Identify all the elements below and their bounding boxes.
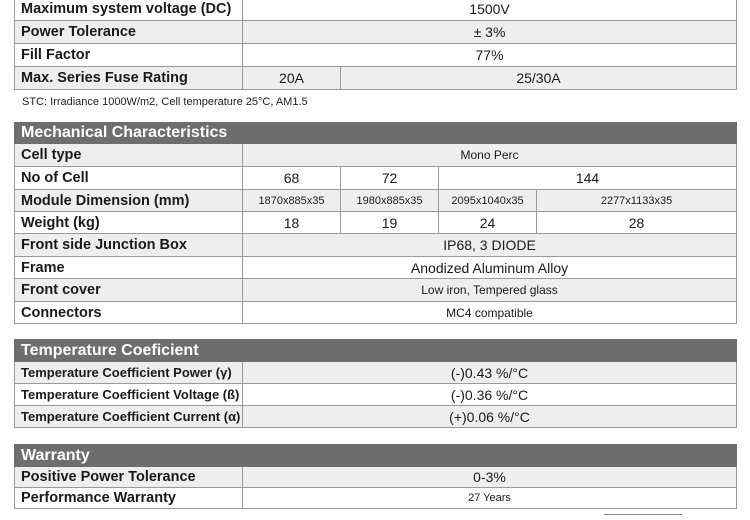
section-title: Temperature Coeficient	[15, 340, 243, 362]
header-filler	[243, 340, 737, 362]
table-row	[15, 279, 737, 302]
table-row	[15, 67, 737, 90]
row-value: 28	[537, 212, 737, 234]
row-value: 24	[439, 212, 537, 234]
section-title: Mechanical Characteristics	[15, 123, 737, 144]
row-label: Frame	[15, 257, 243, 279]
table-row	[15, 144, 737, 167]
row-value: 1870x885x35	[243, 190, 341, 212]
row-label: Weight (kg)	[15, 212, 243, 234]
row-label: Connectors	[15, 302, 243, 324]
row-value: Anodized Aluminum Alloy	[243, 257, 737, 279]
divider	[604, 514, 682, 515]
row-label: Temperature Coefficient Power (γ)	[15, 362, 243, 384]
row-label: Max. Series Fuse Rating	[15, 67, 243, 90]
electrical-table	[14, 0, 737, 90]
row-value: 2095x1040x35	[439, 190, 537, 212]
table-row	[15, 488, 737, 509]
row-label: Temperature Coefficient Voltage (ß)	[15, 384, 243, 406]
table-row	[15, 167, 737, 190]
row-label: Power Tolerance	[15, 21, 243, 44]
table-row	[15, 212, 737, 234]
row-value: 18	[243, 212, 341, 234]
section-header	[15, 340, 737, 362]
header-filler	[243, 445, 737, 467]
row-value: 20A	[243, 67, 341, 90]
row-label: Module Dimension (mm)	[15, 190, 243, 212]
table-row	[15, 406, 737, 428]
row-value: 144	[439, 167, 737, 190]
table-row	[15, 44, 737, 67]
row-label: Front cover	[15, 279, 243, 302]
row-label: Temperature Coefficient Current (α)	[15, 406, 243, 428]
mechanical-table	[14, 122, 737, 324]
row-value: 25/30A	[341, 67, 737, 90]
row-label: Front side Junction Box	[15, 234, 243, 257]
stc-note: STC: Irradiance 1000W/m2, Cell temperature 25°C, AM1.5	[22, 96, 308, 108]
row-value: Low iron, Tempered glass	[243, 279, 737, 302]
temperature-table	[14, 339, 737, 428]
row-label: Cell type	[15, 144, 243, 167]
table-row	[15, 302, 737, 324]
section-header	[15, 123, 737, 144]
row-value: 77%	[243, 44, 737, 67]
row-label: Positive Power Tolerance	[15, 467, 243, 488]
row-value: 27 Years	[243, 488, 737, 509]
row-value: 72	[341, 167, 439, 190]
row-value: 19	[341, 212, 439, 234]
table-row	[15, 0, 737, 21]
table-row	[15, 257, 737, 279]
row-label: Fill Factor	[15, 44, 243, 67]
warranty-table	[14, 444, 737, 509]
row-value: 68	[243, 167, 341, 190]
row-value: MC4 compatible	[243, 302, 737, 324]
row-value: (+)0.06 %/°C	[243, 406, 737, 428]
row-value: (-)0.43 %/°C	[243, 362, 737, 384]
row-label: No of Cell	[15, 167, 243, 190]
row-value: 0-3%	[243, 467, 737, 488]
row-value: Mono Perc	[243, 144, 737, 167]
table-row	[15, 384, 737, 406]
table-row	[15, 21, 737, 44]
row-value: ± 3%	[243, 21, 737, 44]
row-label: Performance Warranty	[15, 488, 243, 509]
table-row	[15, 234, 737, 257]
row-value: (-)0.36 %/°C	[243, 384, 737, 406]
table-row	[15, 362, 737, 384]
table-row	[15, 190, 737, 212]
row-value: IP68, 3 DIODE	[243, 234, 737, 257]
row-value: 1500V	[243, 0, 737, 21]
table-row	[15, 467, 737, 488]
row-value: 1980x885x35	[341, 190, 439, 212]
section-title: Warranty	[15, 445, 243, 467]
row-label: Maximum system voltage (DC)	[15, 0, 243, 21]
row-value: 2277x1133x35	[537, 190, 737, 212]
section-header	[15, 445, 737, 467]
